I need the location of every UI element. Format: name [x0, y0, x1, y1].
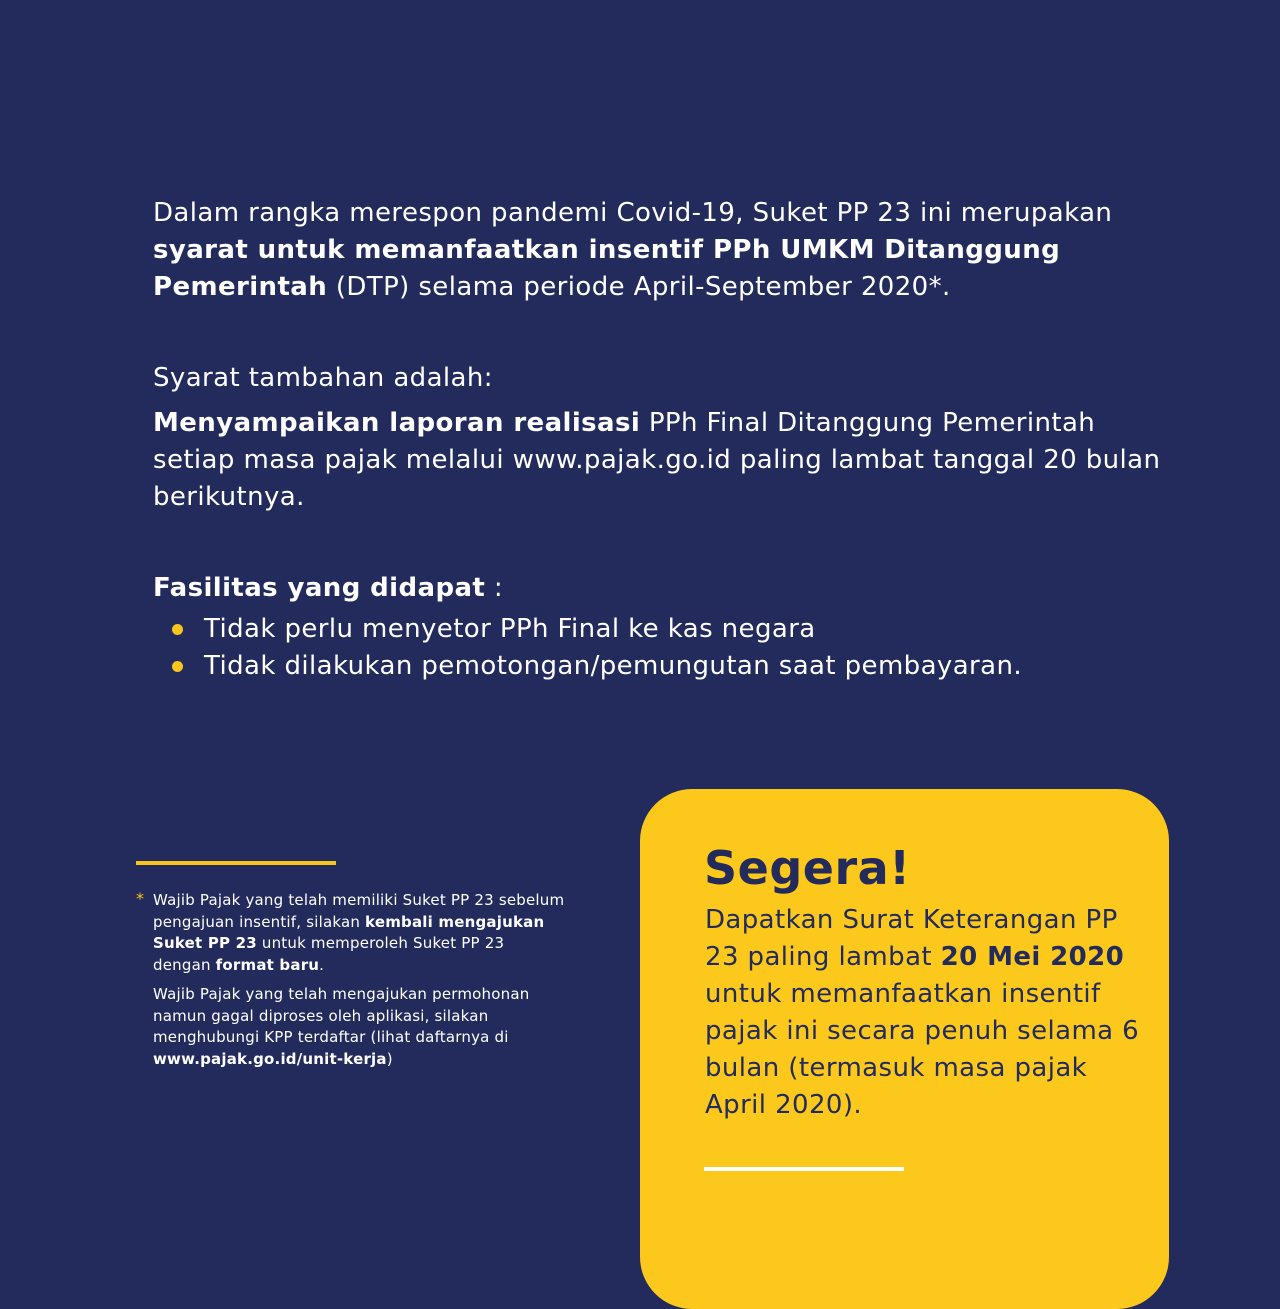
footnote-text: )	[386, 1049, 393, 1068]
footnote-paragraph-2	[153, 984, 566, 1070]
footnote-bold-text: format baru	[215, 955, 320, 974]
syarat-bold-text: Menyampaikan laporan realisasi	[153, 408, 641, 438]
intro-text-2: (DTP) selama periode April-September 2020*.	[327, 272, 951, 302]
footnote-text: untuk memperoleh Suket PP 23 dengan	[153, 934, 505, 974]
footnote-text: Wajib Pajak yang telah memiliki Suket PP 23 sebelum pengajuan insentif, silakan	[153, 891, 565, 931]
syarat-text: PPh Final Ditanggung Pemerintah setiap masa pajak melalui www.pajak.go.id paling lambat tanggal 20 bulan berikutnya.	[153, 408, 1161, 512]
card-bold-text: 20 Mei 2020	[940, 942, 1125, 972]
card-text: Dapatkan Surat Keterangan PP 23 paling lambat	[705, 905, 1118, 972]
footnote-text: Wajib Pajak yang telah mengajukan permohonan namun gagal diproses oleh aplikasi, silakan menghubungi KPP terdaftar (lihat daftarnya di	[153, 985, 530, 1046]
asterisk-icon: *	[136, 889, 145, 908]
list-item	[153, 648, 1163, 685]
intro-text-1: Dalam rangka merespon pandemi Covid-19, Suket PP 23 ini merupakan	[153, 198, 1113, 228]
card-text: untuk memanfaatkan insentif pajak ini secara penuh selama 6 bulan (termasuk masa pajak April 2020).	[705, 979, 1140, 1120]
card-title: Segera!	[704, 841, 911, 895]
bullet-dot-icon	[172, 661, 183, 672]
footnote-text: .	[319, 955, 325, 974]
footnote	[136, 890, 566, 1078]
footnote-bold-text: kembali mengajukan Suket PP 23	[153, 912, 545, 952]
list-item-text: Tidak dilakukan pemotongan/pemungutan saat pembayaran.	[204, 651, 1023, 681]
list-item-text: Tidak perlu menyetor PPh Final ke kas negara	[204, 614, 816, 644]
bullet-dot-icon	[172, 624, 183, 635]
fasilitas-list	[153, 611, 1163, 685]
card-body	[705, 902, 1145, 1124]
footnote-divider	[136, 861, 336, 865]
list-item	[153, 611, 1163, 648]
footnote-link-text: www.pajak.go.id/unit-kerja	[153, 1049, 387, 1068]
syarat-paragraph	[153, 405, 1163, 516]
footnote-paragraph-1	[153, 890, 566, 976]
fasilitas-heading	[153, 570, 1163, 607]
fasilitas-heading-colon: :	[485, 573, 504, 603]
intro-bold-text: syarat untuk memanfaatkan insentif PPh UMKM Ditanggung Pemerintah	[153, 235, 1061, 302]
intro-paragraph	[153, 195, 1163, 306]
main-content	[153, 195, 1163, 685]
callout-card	[640, 789, 1169, 1309]
fasilitas-heading-bold: Fasilitas yang didapat	[153, 573, 486, 603]
syarat-heading: Syarat tambahan adalah:	[153, 363, 493, 393]
card-divider	[704, 1167, 904, 1171]
